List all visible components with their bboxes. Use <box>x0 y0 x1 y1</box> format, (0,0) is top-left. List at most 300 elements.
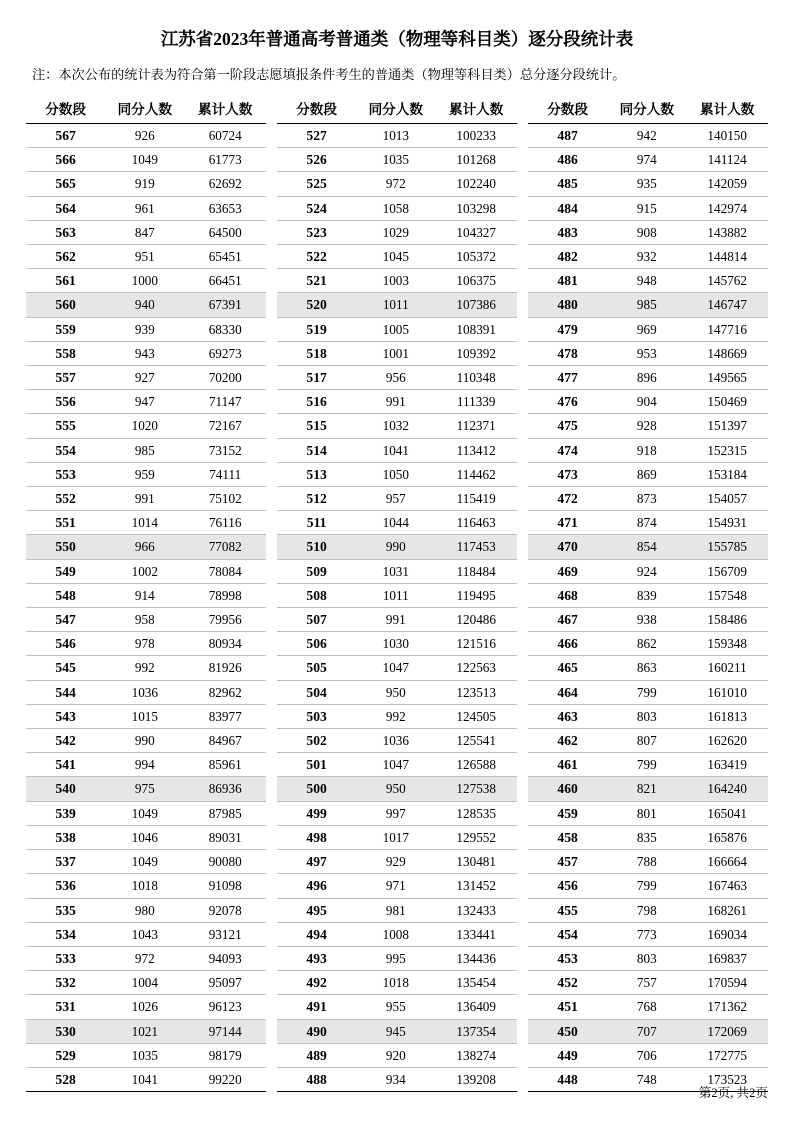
cell-cumulative-count: 105372 <box>435 245 517 269</box>
cell-score-segment: 461 <box>528 753 607 777</box>
cell-cumulative-count: 78998 <box>184 583 266 607</box>
cell-score-segment: 531 <box>26 995 105 1019</box>
score-table-column-1 <box>26 94 266 1092</box>
cell-score-segment: 542 <box>26 729 105 753</box>
table-row <box>528 1043 768 1067</box>
cell-cumulative-count: 93121 <box>184 922 266 946</box>
cell-score-segment: 504 <box>277 680 356 704</box>
cell-cumulative-count: 108391 <box>435 317 517 341</box>
cell-score-segment: 503 <box>277 704 356 728</box>
cell-score-segment: 522 <box>277 245 356 269</box>
cell-same-score-count: 945 <box>356 1019 435 1043</box>
cell-score-segment: 507 <box>277 608 356 632</box>
cell-cumulative-count: 154931 <box>686 511 768 535</box>
cell-cumulative-count: 65451 <box>184 245 266 269</box>
cell-same-score-count: 821 <box>607 777 686 801</box>
cell-same-score-count: 955 <box>356 995 435 1019</box>
cell-same-score-count: 707 <box>607 1019 686 1043</box>
cell-score-segment: 508 <box>277 583 356 607</box>
cell-same-score-count: 1008 <box>356 922 435 946</box>
cell-cumulative-count: 130481 <box>435 850 517 874</box>
cell-cumulative-count: 144814 <box>686 245 768 269</box>
cell-cumulative-count: 120486 <box>435 608 517 632</box>
cell-score-segment: 509 <box>277 559 356 583</box>
cell-score-segment: 467 <box>528 608 607 632</box>
cell-cumulative-count: 107386 <box>435 293 517 317</box>
cell-same-score-count: 995 <box>356 946 435 970</box>
cell-cumulative-count: 109392 <box>435 341 517 365</box>
cell-cumulative-count: 82962 <box>184 680 266 704</box>
cell-score-segment: 519 <box>277 317 356 341</box>
cell-score-segment: 532 <box>26 971 105 995</box>
cell-score-segment: 486 <box>528 148 607 172</box>
cell-same-score-count: 1050 <box>356 462 435 486</box>
cell-cumulative-count: 63653 <box>184 196 266 220</box>
cell-cumulative-count: 90080 <box>184 850 266 874</box>
table-row <box>26 753 266 777</box>
cell-cumulative-count: 128535 <box>435 801 517 825</box>
table-row <box>26 341 266 365</box>
cell-score-segment: 546 <box>26 632 105 656</box>
table-row <box>277 438 517 462</box>
cell-score-segment: 491 <box>277 995 356 1019</box>
cell-same-score-count: 915 <box>607 196 686 220</box>
cell-score-segment: 449 <box>528 1043 607 1067</box>
cell-score-segment: 480 <box>528 293 607 317</box>
cell-score-segment: 472 <box>528 487 607 511</box>
table-row <box>26 390 266 414</box>
cell-same-score-count: 950 <box>356 777 435 801</box>
table-row <box>528 898 768 922</box>
cell-score-segment: 548 <box>26 583 105 607</box>
cell-cumulative-count: 140150 <box>686 124 768 148</box>
table-row <box>528 172 768 196</box>
cell-same-score-count: 959 <box>105 462 184 486</box>
cell-cumulative-count: 77082 <box>184 535 266 559</box>
cell-cumulative-count: 141124 <box>686 148 768 172</box>
cell-same-score-count: 980 <box>105 898 184 922</box>
cell-score-segment: 533 <box>26 946 105 970</box>
cell-score-segment: 558 <box>26 341 105 365</box>
cell-same-score-count: 1036 <box>356 729 435 753</box>
cell-same-score-count: 972 <box>105 946 184 970</box>
table-row <box>528 124 768 148</box>
cell-score-segment: 479 <box>528 317 607 341</box>
table-row <box>26 196 266 220</box>
table-row <box>277 245 517 269</box>
cell-same-score-count: 896 <box>607 366 686 390</box>
table-row <box>277 511 517 535</box>
cell-same-score-count: 773 <box>607 922 686 946</box>
cell-same-score-count: 1044 <box>356 511 435 535</box>
cell-score-segment: 515 <box>277 414 356 438</box>
table-row <box>528 269 768 293</box>
cell-cumulative-count: 129552 <box>435 825 517 849</box>
cell-same-score-count: 966 <box>105 535 184 559</box>
cell-cumulative-count: 75102 <box>184 487 266 511</box>
cell-same-score-count: 854 <box>607 535 686 559</box>
cell-cumulative-count: 106375 <box>435 269 517 293</box>
cell-cumulative-count: 155785 <box>686 535 768 559</box>
cell-cumulative-count: 173523 <box>686 1067 768 1091</box>
cell-same-score-count: 920 <box>356 1043 435 1067</box>
cell-cumulative-count: 78084 <box>184 559 266 583</box>
cell-same-score-count: 926 <box>105 124 184 148</box>
table-row <box>26 632 266 656</box>
cell-score-segment: 464 <box>528 680 607 704</box>
cell-same-score-count: 1011 <box>356 583 435 607</box>
cell-same-score-count: 788 <box>607 850 686 874</box>
table-row <box>528 317 768 341</box>
table-row <box>528 390 768 414</box>
cell-score-segment: 484 <box>528 196 607 220</box>
cell-same-score-count: 1005 <box>356 317 435 341</box>
cell-same-score-count: 1030 <box>356 632 435 656</box>
cell-score-segment: 538 <box>26 825 105 849</box>
cell-score-segment: 567 <box>26 124 105 148</box>
cell-cumulative-count: 158486 <box>686 608 768 632</box>
cell-score-segment: 454 <box>528 922 607 946</box>
cell-same-score-count: 932 <box>607 245 686 269</box>
cell-same-score-count: 974 <box>607 148 686 172</box>
table-row <box>528 341 768 365</box>
cell-same-score-count: 1049 <box>105 801 184 825</box>
table-row <box>26 148 266 172</box>
table-row <box>26 487 266 511</box>
cell-cumulative-count: 96123 <box>184 995 266 1019</box>
cell-score-segment: 482 <box>528 245 607 269</box>
table-row <box>277 293 517 317</box>
table-row <box>528 971 768 995</box>
table-row <box>528 874 768 898</box>
cell-score-segment: 502 <box>277 729 356 753</box>
cell-score-segment: 511 <box>277 511 356 535</box>
cell-cumulative-count: 133441 <box>435 922 517 946</box>
table-row <box>277 898 517 922</box>
cell-same-score-count: 798 <box>607 898 686 922</box>
cell-score-segment: 493 <box>277 946 356 970</box>
cell-cumulative-count: 94093 <box>184 946 266 970</box>
cell-same-score-count: 940 <box>105 293 184 317</box>
cell-same-score-count: 939 <box>105 317 184 341</box>
cell-same-score-count: 1014 <box>105 511 184 535</box>
cell-same-score-count: 1032 <box>356 414 435 438</box>
table-row <box>26 366 266 390</box>
table-row <box>528 680 768 704</box>
cell-cumulative-count: 73152 <box>184 438 266 462</box>
cell-score-segment: 559 <box>26 317 105 341</box>
table-row <box>26 583 266 607</box>
cell-cumulative-count: 138274 <box>435 1043 517 1067</box>
cell-score-segment: 554 <box>26 438 105 462</box>
cell-cumulative-count: 139208 <box>435 1067 517 1091</box>
table-row <box>528 608 768 632</box>
cell-score-segment: 497 <box>277 850 356 874</box>
table-row <box>277 559 517 583</box>
cell-score-segment: 469 <box>528 559 607 583</box>
table-row <box>26 922 266 946</box>
cell-same-score-count: 942 <box>607 124 686 148</box>
cell-cumulative-count: 102240 <box>435 172 517 196</box>
table-row <box>26 1067 266 1091</box>
cell-cumulative-count: 70200 <box>184 366 266 390</box>
table-row <box>528 825 768 849</box>
cell-score-segment: 476 <box>528 390 607 414</box>
cell-cumulative-count: 117453 <box>435 535 517 559</box>
cell-same-score-count: 991 <box>356 390 435 414</box>
table-row <box>277 220 517 244</box>
cell-cumulative-count: 71147 <box>184 390 266 414</box>
cell-same-score-count: 847 <box>105 220 184 244</box>
cell-cumulative-count: 95097 <box>184 971 266 995</box>
table-header-row <box>528 94 768 124</box>
column-header-cumulative-count: 累计人数 <box>184 94 266 124</box>
cell-cumulative-count: 172069 <box>686 1019 768 1043</box>
cell-same-score-count: 1015 <box>105 704 184 728</box>
cell-same-score-count: 1021 <box>105 1019 184 1043</box>
cell-cumulative-count: 169837 <box>686 946 768 970</box>
cell-same-score-count: 1035 <box>105 1043 184 1067</box>
cell-score-segment: 452 <box>528 971 607 995</box>
table-row <box>26 946 266 970</box>
table-row <box>277 462 517 486</box>
cell-score-segment: 549 <box>26 559 105 583</box>
cell-cumulative-count: 104327 <box>435 220 517 244</box>
column-header-same-score-count: 同分人数 <box>607 94 686 124</box>
cell-score-segment: 475 <box>528 414 607 438</box>
cell-cumulative-count: 123513 <box>435 680 517 704</box>
table-header-row <box>26 94 266 124</box>
table-row <box>277 366 517 390</box>
table-row <box>26 317 266 341</box>
table-row <box>528 511 768 535</box>
cell-cumulative-count: 134436 <box>435 946 517 970</box>
cell-score-segment: 536 <box>26 874 105 898</box>
cell-score-segment: 530 <box>26 1019 105 1043</box>
cell-cumulative-count: 171362 <box>686 995 768 1019</box>
cell-score-segment: 551 <box>26 511 105 535</box>
cell-cumulative-count: 163419 <box>686 753 768 777</box>
cell-cumulative-count: 153184 <box>686 462 768 486</box>
table-row <box>528 632 768 656</box>
cell-score-segment: 541 <box>26 753 105 777</box>
cell-cumulative-count: 152315 <box>686 438 768 462</box>
cell-cumulative-count: 147716 <box>686 317 768 341</box>
table-row <box>26 680 266 704</box>
cell-score-segment: 466 <box>528 632 607 656</box>
cell-score-segment: 465 <box>528 656 607 680</box>
table-row <box>277 390 517 414</box>
table-row <box>26 850 266 874</box>
table-row <box>26 656 266 680</box>
cell-same-score-count: 961 <box>105 196 184 220</box>
cell-score-segment: 481 <box>528 269 607 293</box>
cell-same-score-count: 1046 <box>105 825 184 849</box>
cell-score-segment: 561 <box>26 269 105 293</box>
cell-cumulative-count: 91098 <box>184 874 266 898</box>
table-row <box>26 995 266 1019</box>
table-row <box>26 898 266 922</box>
cell-same-score-count: 975 <box>105 777 184 801</box>
table-row <box>277 971 517 995</box>
cell-score-segment: 470 <box>528 535 607 559</box>
cell-cumulative-count: 150469 <box>686 390 768 414</box>
table-row <box>277 124 517 148</box>
table-row <box>277 632 517 656</box>
cell-same-score-count: 803 <box>607 704 686 728</box>
cell-score-segment: 500 <box>277 777 356 801</box>
table-row <box>277 825 517 849</box>
cell-score-segment: 483 <box>528 220 607 244</box>
cell-cumulative-count: 81926 <box>184 656 266 680</box>
table-row <box>528 293 768 317</box>
cell-score-segment: 456 <box>528 874 607 898</box>
cell-score-segment: 560 <box>26 293 105 317</box>
table-row <box>26 1043 266 1067</box>
cell-same-score-count: 953 <box>607 341 686 365</box>
column-header-score-segment: 分数段 <box>26 94 105 124</box>
cell-same-score-count: 1011 <box>356 293 435 317</box>
cell-cumulative-count: 121516 <box>435 632 517 656</box>
cell-same-score-count: 956 <box>356 366 435 390</box>
cell-score-segment: 510 <box>277 535 356 559</box>
table-row <box>26 1019 266 1043</box>
table-row <box>528 583 768 607</box>
cell-same-score-count: 1049 <box>105 850 184 874</box>
cell-same-score-count: 869 <box>607 462 686 486</box>
table-row <box>277 148 517 172</box>
table-row <box>26 124 266 148</box>
cell-score-segment: 562 <box>26 245 105 269</box>
cell-score-segment: 474 <box>528 438 607 462</box>
cell-score-segment: 516 <box>277 390 356 414</box>
cell-same-score-count: 985 <box>607 293 686 317</box>
cell-same-score-count: 1036 <box>105 680 184 704</box>
cell-same-score-count: 978 <box>105 632 184 656</box>
cell-score-segment: 556 <box>26 390 105 414</box>
cell-same-score-count: 757 <box>607 971 686 995</box>
cell-same-score-count: 1017 <box>356 825 435 849</box>
cell-same-score-count: 950 <box>356 680 435 704</box>
cell-cumulative-count: 149565 <box>686 366 768 390</box>
table-row <box>528 438 768 462</box>
cell-same-score-count: 908 <box>607 220 686 244</box>
cell-cumulative-count: 68330 <box>184 317 266 341</box>
cell-same-score-count: 1049 <box>105 148 184 172</box>
score-table-column-3 <box>528 94 768 1092</box>
cell-score-segment: 545 <box>26 656 105 680</box>
table-row <box>26 801 266 825</box>
table-row <box>277 414 517 438</box>
cell-cumulative-count: 76116 <box>184 511 266 535</box>
cell-same-score-count: 924 <box>607 559 686 583</box>
cell-cumulative-count: 98179 <box>184 1043 266 1067</box>
cell-score-segment: 528 <box>26 1067 105 1091</box>
table-row <box>528 148 768 172</box>
table-row <box>26 608 266 632</box>
cell-cumulative-count: 110348 <box>435 366 517 390</box>
column-header-cumulative-count: 累计人数 <box>686 94 768 124</box>
cell-score-segment: 566 <box>26 148 105 172</box>
cell-cumulative-count: 136409 <box>435 995 517 1019</box>
table-row <box>26 245 266 269</box>
table-row <box>26 220 266 244</box>
table-row <box>277 922 517 946</box>
cell-score-segment: 534 <box>26 922 105 946</box>
cell-same-score-count: 1000 <box>105 269 184 293</box>
cell-cumulative-count: 101268 <box>435 148 517 172</box>
table-row <box>26 269 266 293</box>
cell-score-segment: 555 <box>26 414 105 438</box>
table-row <box>26 414 266 438</box>
cell-score-segment: 537 <box>26 850 105 874</box>
cell-cumulative-count: 137354 <box>435 1019 517 1043</box>
cell-score-segment: 543 <box>26 704 105 728</box>
cell-cumulative-count: 162620 <box>686 729 768 753</box>
cell-cumulative-count: 83977 <box>184 704 266 728</box>
cell-same-score-count: 1043 <box>105 922 184 946</box>
cell-same-score-count: 997 <box>356 801 435 825</box>
cell-same-score-count: 862 <box>607 632 686 656</box>
cell-same-score-count: 990 <box>356 535 435 559</box>
cell-cumulative-count: 146747 <box>686 293 768 317</box>
cell-same-score-count: 863 <box>607 656 686 680</box>
cell-score-segment: 451 <box>528 995 607 1019</box>
cell-cumulative-count: 169034 <box>686 922 768 946</box>
cell-score-segment: 492 <box>277 971 356 995</box>
table-row <box>26 825 266 849</box>
cell-score-segment: 517 <box>277 366 356 390</box>
table-row <box>528 366 768 390</box>
table-row <box>528 245 768 269</box>
cell-same-score-count: 927 <box>105 366 184 390</box>
cell-same-score-count: 1018 <box>356 971 435 995</box>
cell-cumulative-count: 116463 <box>435 511 517 535</box>
table-row <box>528 656 768 680</box>
cell-same-score-count: 799 <box>607 753 686 777</box>
cell-score-segment: 471 <box>528 511 607 535</box>
table-row <box>26 777 266 801</box>
cell-same-score-count: 1004 <box>105 971 184 995</box>
cell-score-segment: 460 <box>528 777 607 801</box>
table-row <box>277 535 517 559</box>
cell-same-score-count: 991 <box>356 608 435 632</box>
table-row <box>277 995 517 1019</box>
cell-cumulative-count: 74111 <box>184 462 266 486</box>
table-row <box>26 511 266 535</box>
cell-score-segment: 563 <box>26 220 105 244</box>
cell-score-segment: 539 <box>26 801 105 825</box>
cell-same-score-count: 1013 <box>356 124 435 148</box>
table-row <box>277 656 517 680</box>
cell-cumulative-count: 159348 <box>686 632 768 656</box>
cell-score-segment: 550 <box>26 535 105 559</box>
cell-cumulative-count: 167463 <box>686 874 768 898</box>
cell-score-segment: 527 <box>277 124 356 148</box>
table-row <box>277 608 517 632</box>
cell-same-score-count: 957 <box>356 487 435 511</box>
cell-cumulative-count: 160211 <box>686 656 768 680</box>
column-header-same-score-count: 同分人数 <box>356 94 435 124</box>
cell-same-score-count: 918 <box>607 438 686 462</box>
cell-score-segment: 459 <box>528 801 607 825</box>
table-row <box>277 1019 517 1043</box>
cell-same-score-count: 1047 <box>356 656 435 680</box>
cell-same-score-count: 1041 <box>105 1067 184 1091</box>
cell-score-segment: 487 <box>528 124 607 148</box>
cell-same-score-count: 943 <box>105 341 184 365</box>
cell-score-segment: 506 <box>277 632 356 656</box>
